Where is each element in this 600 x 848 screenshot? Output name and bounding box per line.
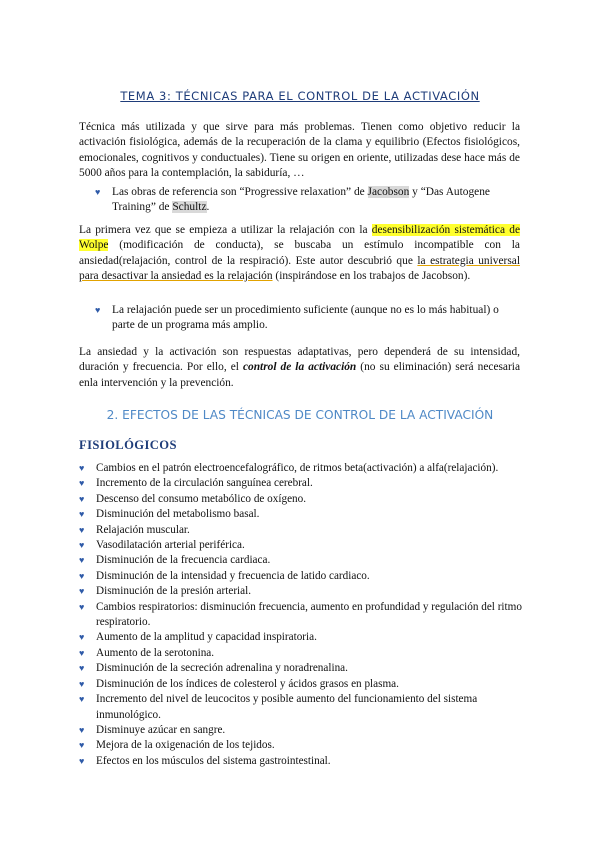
bullet-relajacion-text: La relajación puede ser un procedimiento suficiente (aunque no es lo más habitual) o parte de un programa más amplio. bbox=[112, 304, 499, 332]
heart-bullet-icon: ♥ bbox=[79, 724, 85, 735]
references-text-e: . bbox=[206, 201, 210, 214]
heart-bullet-icon: ♥ bbox=[79, 632, 85, 643]
heart-bullet-icon: ♥ bbox=[79, 694, 85, 705]
heart-bullet-icon: ♥ bbox=[95, 305, 101, 315]
list-item-text: Mejora de la oxigenación de los tejidos. bbox=[96, 739, 275, 752]
references-text-a: Las obras de referencia son “Progressive relaxation” de bbox=[112, 186, 368, 198]
list-item bbox=[79, 584, 524, 599]
heart-bullet-icon: ♥ bbox=[79, 524, 85, 535]
activation-text-a: La ansiedad y la activación son respuestas adaptativas, pero dependerá de su intensidad, duración y frecuencia. Por ello, el bbox=[79, 346, 520, 374]
heart-bullet-icon: ♥ bbox=[79, 555, 85, 566]
list-item bbox=[79, 600, 524, 631]
list-item-text: Incremento de la circulación sanguínea cerebral. bbox=[96, 477, 313, 490]
list-item bbox=[79, 754, 524, 769]
list-item-text: Disminución de los índices de colesterol y ácidos grasos en plasma. bbox=[96, 677, 399, 690]
underline-estrategia-universal: la estrategia universal para desactivar la ansiedad es la relajación bbox=[79, 254, 520, 282]
list-item bbox=[79, 677, 524, 692]
activation-paragraph bbox=[79, 345, 520, 391]
heart-bullet-icon: ♥ bbox=[79, 478, 85, 489]
list-item-text: Disminución del metabolismo basal. bbox=[96, 508, 260, 521]
list-item-text: Incremento del nivel de leucocitos y posible aumento del funcionamiento del sistema inmunológico. bbox=[96, 693, 478, 721]
list-item-text: Cambios respiratorios: disminución frecuencia, aumento en profundidad y regulación del ritmo respiratorio. bbox=[96, 600, 522, 629]
activation-text-c: (no su eliminación) será necesaria enla intervención y la prevención. bbox=[79, 361, 520, 389]
list-item bbox=[79, 661, 524, 676]
references-text-c: y “Das Autogene Training” de bbox=[112, 186, 490, 214]
heart-bullet-icon: ♥ bbox=[79, 540, 85, 551]
wolpe-text-e: (inspirándose en los trabajos de Jacobson). bbox=[272, 269, 471, 282]
effects-list bbox=[79, 461, 524, 769]
list-item bbox=[79, 492, 524, 507]
bullet-references-text bbox=[95, 185, 520, 216]
list-item-text: Efectos en los músculos del sistema gastrointestinal. bbox=[96, 754, 331, 767]
page-title: TEMA 3: TÉCNICAS PARA EL CONTROL DE LA ACTIVACIÓN bbox=[120, 89, 480, 103]
heart-bullet-icon: ♥ bbox=[79, 586, 85, 597]
list-item bbox=[79, 553, 524, 568]
list-item bbox=[79, 723, 524, 738]
list-item bbox=[79, 538, 524, 553]
list-item-text: Disminución de la intensidad y frecuencia de latido cardiaco. bbox=[96, 569, 370, 582]
heart-bullet-icon: ♥ bbox=[79, 678, 85, 689]
list-item bbox=[79, 630, 524, 645]
highlight-desensibilizacion: desensibilización sistemática de Wolpe bbox=[79, 224, 521, 252]
list-item bbox=[79, 646, 524, 661]
list-item-text: Disminución de la frecuencia cardiaca. bbox=[96, 554, 271, 567]
list-item-text: Cambios en el patrón electroencefalográfico, de ritmos beta(activación) a alfa(relajación). bbox=[96, 462, 499, 474]
heart-bullet-icon: ♥ bbox=[79, 509, 85, 520]
list-item-text: Disminución de la secreción adrenalina y noradrenalina. bbox=[96, 662, 348, 675]
heart-bullet-icon: ♥ bbox=[79, 493, 85, 504]
list-item-text: Disminución de la presión arterial. bbox=[96, 585, 252, 598]
list-item-text: Aumento de la amplitud y capacidad inspiratoria. bbox=[96, 631, 317, 644]
activation-emphasis: control de la activación bbox=[242, 361, 357, 374]
bullet-relajacion bbox=[95, 303, 520, 334]
list-item bbox=[79, 507, 524, 522]
list-item bbox=[79, 738, 524, 753]
section-heading: 2. EFECTOS DE LAS TÉCNICAS DE CONTROL DE LA ACTIVACIÓN bbox=[106, 408, 494, 422]
list-item bbox=[79, 461, 524, 476]
heart-bullet-icon: ♥ bbox=[79, 755, 85, 766]
list-item-text: Relajación muscular. bbox=[96, 523, 190, 536]
list-item bbox=[79, 692, 524, 723]
list-item bbox=[79, 523, 524, 538]
heart-bullet-icon: ♥ bbox=[79, 601, 85, 612]
heart-bullet-icon: ♥ bbox=[79, 570, 85, 581]
heart-bullet-icon: ♥ bbox=[79, 663, 85, 674]
heart-bullet-icon: ♥ bbox=[79, 740, 85, 751]
list-item bbox=[79, 476, 524, 491]
wolpe-paragraph bbox=[79, 223, 520, 284]
heart-bullet-icon: ♥ bbox=[95, 187, 101, 197]
highlight-schultz: Schultz bbox=[172, 201, 207, 214]
list-item bbox=[79, 569, 524, 584]
intro-paragraph: Técnica más utilizada y que sirve para más problemas. Tienen como objetivo reducir la activación fisiológica, además de la recuperación de la clama y equilibrio (Efectos fisiológicos, emocionales, cognitivos y conductuales). Tiene su origen en oriente, utilizadas dese hace más de 5000 años para la contemplación, la sabiduría, … bbox=[79, 121, 520, 179]
bullet-references bbox=[95, 185, 520, 216]
highlight-jacobson: Jacobson bbox=[367, 186, 410, 198]
list-item-text: Vasodilatación arterial periférica. bbox=[96, 539, 245, 552]
wolpe-text-c: (modificación de conducta), se buscaba un estímulo incompatible con la ansiedad(relajación, control de la respiració). Este autor descubrió que bbox=[79, 239, 520, 267]
heart-bullet-icon: ♥ bbox=[79, 647, 85, 658]
heart-bullet-icon: ♥ bbox=[79, 463, 85, 473]
subheading-fisiologicos: FISIOLÓGICOS bbox=[79, 438, 177, 452]
list-item-text: Aumento de la serotonina. bbox=[96, 646, 215, 659]
list-item-text: Disminuye azúcar en sangre. bbox=[96, 723, 226, 736]
list-item-text: Descenso del consumo metabólico de oxígeno. bbox=[96, 492, 307, 505]
wolpe-text-a: La primera vez que se empieza a utilizar la relajación con la bbox=[79, 224, 372, 236]
